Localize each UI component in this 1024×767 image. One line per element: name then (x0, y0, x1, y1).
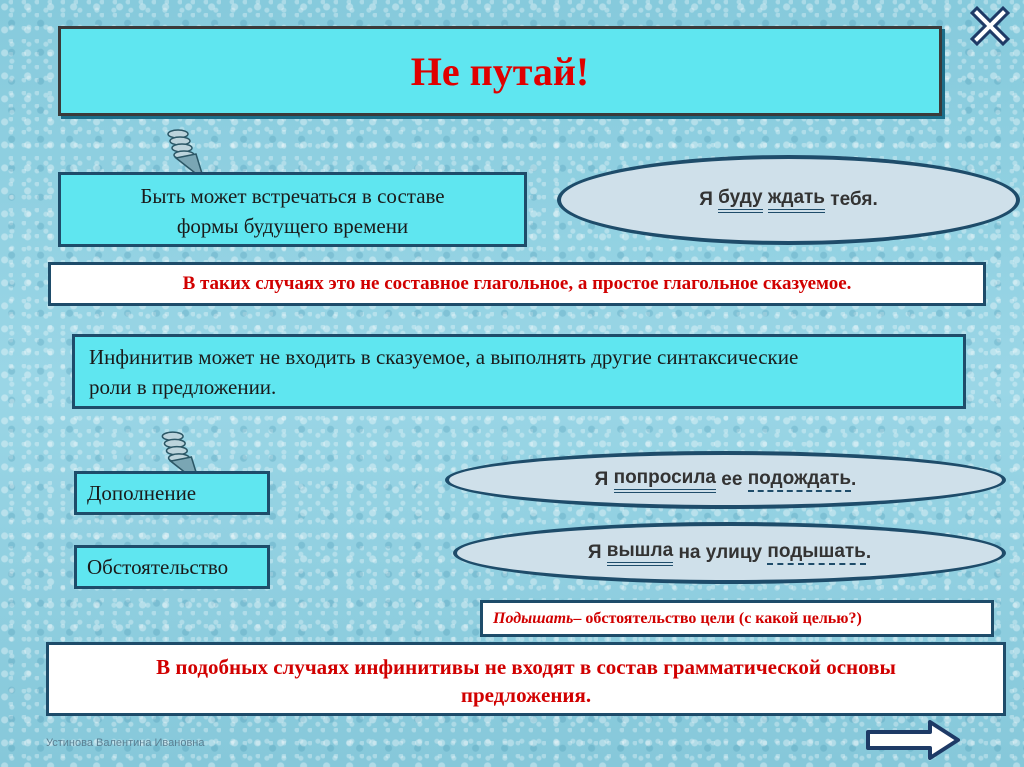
conclusion-box (46, 642, 1006, 716)
example-sentence-2 (445, 451, 1006, 509)
period: . (865, 542, 872, 563)
label-addition-text: Дополнение (87, 480, 197, 505)
conclusion-line1: В подобных случаях инфинитивы не входят в состав грамматической основы (156, 655, 896, 679)
subject-word: Я (594, 469, 609, 490)
label-addition (74, 471, 270, 515)
object-word: ее (721, 469, 743, 490)
infinitive-role-box (72, 334, 966, 409)
object-word: тебя. (830, 189, 878, 210)
example-sentence-1 (557, 155, 1020, 245)
subject-word: Я (699, 189, 713, 210)
label-circumstance (74, 545, 270, 589)
infinitive-circumstance-word: подышать (767, 541, 866, 565)
conclusion-line2: предложения. (460, 683, 592, 707)
future-tense-line1: Быть может встречаться в составе (140, 184, 445, 208)
predicate-word: вышла (607, 540, 673, 566)
note-purpose-text: – обстоятельство цели (с какой целью?) (573, 609, 862, 627)
close-icon[interactable] (970, 6, 1010, 46)
predicate-word: буду (718, 187, 762, 213)
infinitive-role-line1: Инфинитив может не входить в сказуемое, а выполнять другие синтаксические (89, 345, 799, 369)
subject-word: Я (587, 542, 602, 563)
next-arrow-icon[interactable] (866, 720, 960, 760)
page-title: Не путай! (410, 48, 590, 94)
period: . (851, 469, 857, 490)
predicate-word-2: ждать (768, 187, 825, 213)
note-simple-predicate-text: В таких случаях это не составное глагольное, а простое глагольное сказуемое. (182, 273, 852, 294)
note-purpose-italic: Подышать (493, 609, 574, 627)
author-footer: Устинова Валентина Ивановна (46, 737, 205, 749)
predicate-word: попросила (614, 467, 716, 493)
title-box (58, 26, 942, 116)
example-sentence-3 (453, 522, 1006, 584)
note-purpose (480, 600, 994, 637)
infinitive-role-line2: роли в предложении. (89, 375, 277, 399)
infinitive-object-word: подождать (748, 468, 851, 492)
note-simple-predicate (48, 262, 986, 306)
future-tense-line2: формы будущего времени (176, 214, 409, 238)
place-word: на улицу (678, 542, 763, 563)
future-tense-box (58, 172, 527, 247)
label-circumstance-text: Обстоятельство (87, 554, 229, 579)
